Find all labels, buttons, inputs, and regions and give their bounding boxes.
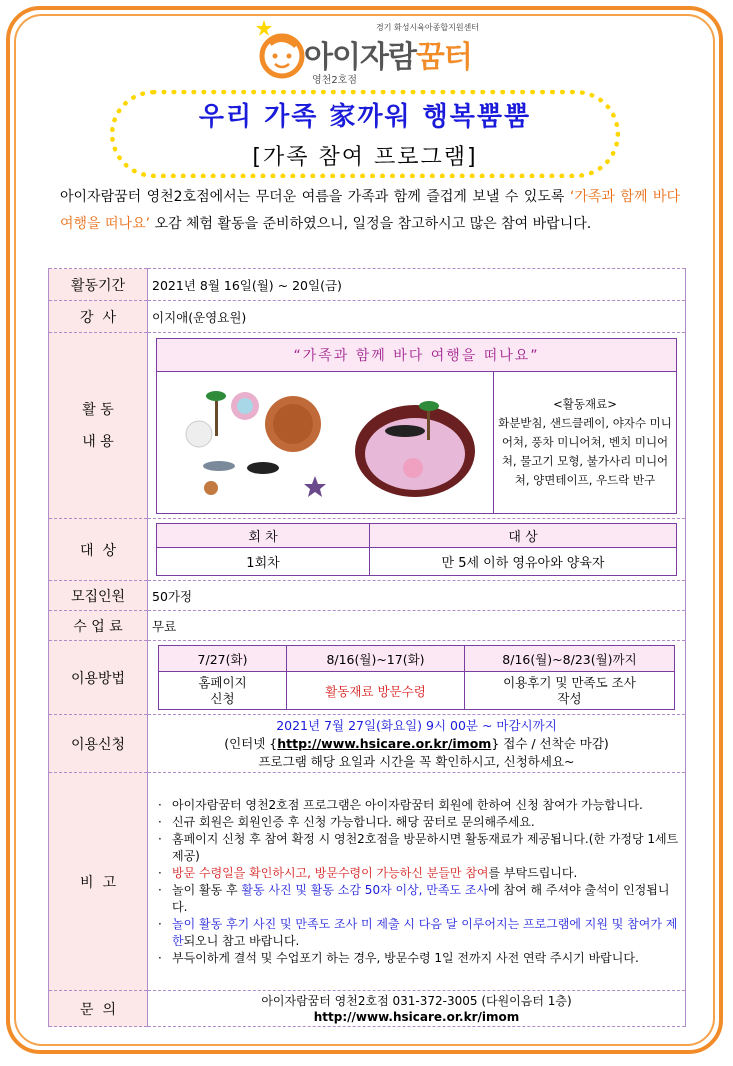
page-title: 우리 가족 家까워 행복뿜뿜 xyxy=(198,102,532,132)
row-contact xyxy=(49,991,686,1027)
activity-photos xyxy=(157,371,494,513)
materials-heading: <활동재료> xyxy=(553,396,617,411)
logo-org: 경기 화성시육아종합지원센터 xyxy=(376,23,480,32)
label-contact: 문 의 xyxy=(49,991,148,1027)
contact-info: 아이자람꿈터 영천2호점 031-372-3005 (다원이음터 1층) xyxy=(261,993,572,1008)
apply-period: 2021년 7월 27일(화요일) 9시 00분 ~ 마감시까지 xyxy=(276,717,557,733)
label-recruit: 모집인원 xyxy=(49,581,148,611)
note-item: · 놀이 활동 후 활동 사진 및 활동 소감 50자 이상, 만족도 조사에 참여 해 주셔야 출석이 인정됩니다. xyxy=(158,882,679,916)
label-period: 활동기간 xyxy=(49,269,148,301)
note-item: · 부득이하게 결석 및 수업포기 하는 경우, 방문수령 1일 전까지 사전 연락 주시기 바랍니다. xyxy=(158,950,679,967)
method-step1-desc: 홈페이지 신청 xyxy=(159,672,287,710)
method-step2-date: 8/16(월)~17(화) xyxy=(287,646,465,672)
row-notes xyxy=(49,773,686,991)
method-table xyxy=(158,645,675,710)
row-target xyxy=(49,519,686,581)
label-target: 대 상 xyxy=(49,519,148,581)
label-method: 이용방법 xyxy=(49,641,148,715)
value-recruit: 50가정 xyxy=(148,581,686,611)
label-fee: 수 업 료 xyxy=(49,611,148,641)
value-instructor: 이지애(운영요원) xyxy=(148,301,686,333)
note-item: · 놀이 활동 후기 사진 및 만족도 조사 미 제출 시 다음 달 이루어지는 프로그램에 지원 및 참여가 제한되오니 참고 바랍니다. xyxy=(158,916,679,950)
notes-list xyxy=(148,797,685,967)
materials-list: 화분받침, 샌드클레이, 야자수 미니어쳐, 풍차 미니어쳐, 벤치 미니어쳐, 물고기 모형, 불가사리 미니어쳐, 양면테이프, 우드락 반구 xyxy=(498,415,672,487)
materials-cell xyxy=(494,371,677,513)
target-table xyxy=(156,523,677,576)
row-content xyxy=(49,333,686,519)
child-face-icon xyxy=(252,16,312,84)
target-col2-head: 대 상 xyxy=(370,524,677,548)
label-content: 활 동 내 용 xyxy=(49,333,148,519)
materials-photo xyxy=(165,376,485,506)
row-fee xyxy=(49,611,686,641)
row-instructor xyxy=(49,301,686,333)
value-period: 2021년 8월 16일(월) ~ 20일(금) xyxy=(148,269,686,301)
contact-url-link[interactable]: http://www.hsicare.or.kr/imom xyxy=(313,1009,520,1024)
note-item: · 신규 회원은 회원인증 후 신청 가능합니다. 해당 꿈터로 문의해주세요. xyxy=(158,814,679,831)
activity-table xyxy=(156,338,677,514)
method-step2-desc: 활동재료 방문수령 xyxy=(287,672,465,710)
info-table xyxy=(48,268,686,1027)
intro-highlight: ‘가족과 함께 바다 여행을 떠나요’ xyxy=(60,189,680,232)
row-period xyxy=(49,269,686,301)
note-item: · 홈페이지 신청 후 참여 확정 시 영천2호점을 방문하시면 활동재료가 제공됩니다.(한 가정당 1세트 제공) xyxy=(158,831,679,865)
row-method xyxy=(49,641,686,715)
row-apply xyxy=(49,715,686,773)
row-recruit xyxy=(49,581,686,611)
page-subtitle: [가족 참여 프로그램] xyxy=(252,145,478,170)
logo-name: 아이자람꿈터 xyxy=(304,40,472,75)
apply-method: (인터넷 {http://www.hsicare.or.kr/imom} 접수 / 선착순 마감) xyxy=(224,735,609,751)
label-apply: 이용신청 xyxy=(49,715,148,773)
note-item: · 아이자람꿈터 영천2호점 프로그램은 아이자람꿈터 회원에 한하여 신청 참여가 가능합니다. xyxy=(158,797,679,814)
target-col1-value: 1회차 xyxy=(157,548,370,576)
target-col2-value: 만 5세 이하 영유아와 양육자 xyxy=(370,548,677,576)
activity-title: “가족과 함께 바다 여행을 떠나요” xyxy=(157,338,677,371)
label-instructor: 강 사 xyxy=(49,301,148,333)
method-step1-date: 7/27(화) xyxy=(159,646,287,672)
apply-url-link[interactable]: http://www.hsicare.or.kr/imom xyxy=(277,735,492,751)
label-notes: 비 고 xyxy=(49,773,148,991)
note-item: · 방문 수령일을 확인하시고, 방문수령이 가능하신 분들만 참여를 부탁드립니다. xyxy=(158,865,679,882)
method-step3-desc: 이용후기 및 만족도 조사 작성 xyxy=(465,672,675,710)
method-step3-date: 8/16(월)~8/23(월)까지 xyxy=(465,646,675,672)
value-fee: 무료 xyxy=(148,611,686,641)
logo-branch: 영천2호점 xyxy=(312,75,358,86)
target-col1-head: 회 차 xyxy=(157,524,370,548)
logo xyxy=(252,16,492,84)
intro-paragraph: 아이자람꿈터 영천2호점에서는 무더운 여름을 가족과 함께 즐겁게 보낼 수 있도록 ‘가족과 함께 바다 여행을 떠나요’ 오감 체험 활동을 준비하였으니, 일정을 참고하시고 많은 참여 바랍니다. xyxy=(60,189,680,232)
apply-notice: 프로그램 해당 요일과 시간을 꼭 확인하시고, 신청하세요~ xyxy=(258,753,575,769)
